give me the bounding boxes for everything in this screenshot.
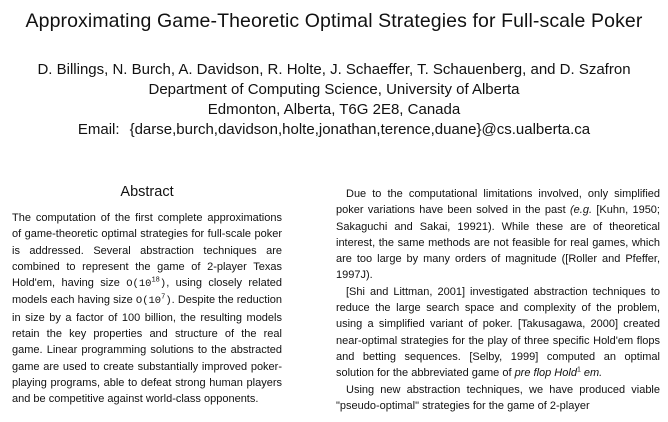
email-label: Email: xyxy=(77,121,120,138)
intro-p1-eg: (e.g. xyxy=(569,204,592,217)
size-formula-2-base: O(10 xyxy=(135,295,162,308)
size-formula-1-exponent: 18 xyxy=(151,276,160,285)
email-address: {darse,burch,davidson,holte,jonathan,terence,duane}@cs.ualberta.ca xyxy=(129,121,591,138)
intro-p2-text: [Shi and Littman, 2001] investigated abstraction techniques to reduce the large search space and complexity of the problem, using a simplified variant of poker. [Takusagawa, 2000] created near-optimal strategies for the play of three specific Hold'em flops and betting sequences. [Selby, 1999] computed an optimal solution for the abbreviated game of xyxy=(336,285,660,380)
intro-p2-italic: pre flop Hold xyxy=(514,367,577,380)
intro-paragraph-2 xyxy=(336,284,660,382)
size-formula-1 xyxy=(126,278,166,290)
affiliation-city: Edmonton, Alberta, T6G 2E8, Canada xyxy=(207,101,461,118)
abstract-text-2: , using closely related models each having size xyxy=(12,277,282,307)
size-formula-1-base: O(10 xyxy=(126,278,152,291)
abstract-text-1: The computation of the first complete approximations of game-theoretic optimal strategies for full-scale poker is addressed. Several abstraction techniques are combined to represent the game of 2-player Texas Hold'em, having size xyxy=(12,212,282,290)
size-formula-2 xyxy=(136,295,172,307)
intro-p1-text-a: Due to the computational limitations involved, only simplified poker variations have been solved in the past xyxy=(336,188,660,217)
abstract-body xyxy=(12,210,282,408)
affiliation-email-line xyxy=(0,121,668,138)
author-list: D. Billings, N. Burch, A. Davidson, R. Holte, J. Schaeffer, T. Schauenberg, and D. Szafron xyxy=(37,61,631,78)
size-formula-2-exponent: 7 xyxy=(161,293,166,302)
intro-column xyxy=(336,186,660,414)
affiliation-department: Department of Computing Science, University of Alberta xyxy=(148,81,520,98)
size-formula-1-close: ) xyxy=(159,278,167,291)
intro-paragraph-1 xyxy=(336,186,660,284)
intro-paragraph-3 xyxy=(336,382,660,415)
abstract-paragraph xyxy=(12,210,282,408)
intro-p2-italic-end: em. xyxy=(580,367,603,380)
intro-p1-text-b: [Kuhn, 1950; Sakaguchi and Sakai, 19921). While these are of theoretical interest, the same methods are not feasible for real games, which are too large by many orders of magnitude ([Roller and Pfeffer, 1997J). xyxy=(336,204,660,282)
abstract-text-3: . Despite the reduction in size by a factor of 100 billion, the resulting models retain the key properties and structure of the real game. Linear programming solutions to the abstracted game are used to create substantially improved poker-playing programs, able to defeat strong human players and be competitive against world-class opponents. xyxy=(12,294,282,406)
abstract-heading: Abstract xyxy=(120,184,174,200)
intro-p3-text: Using new abstraction techniques, we have produced viable "pseudo-optimal" strategies for the game of 2-player xyxy=(336,383,660,412)
intro-p2-superscript: 1 xyxy=(576,366,581,374)
paper-title: Approximating Game-Theoretic Optimal Strategies for Full-scale Poker xyxy=(25,10,643,32)
size-formula-2-close: ) xyxy=(165,295,172,308)
